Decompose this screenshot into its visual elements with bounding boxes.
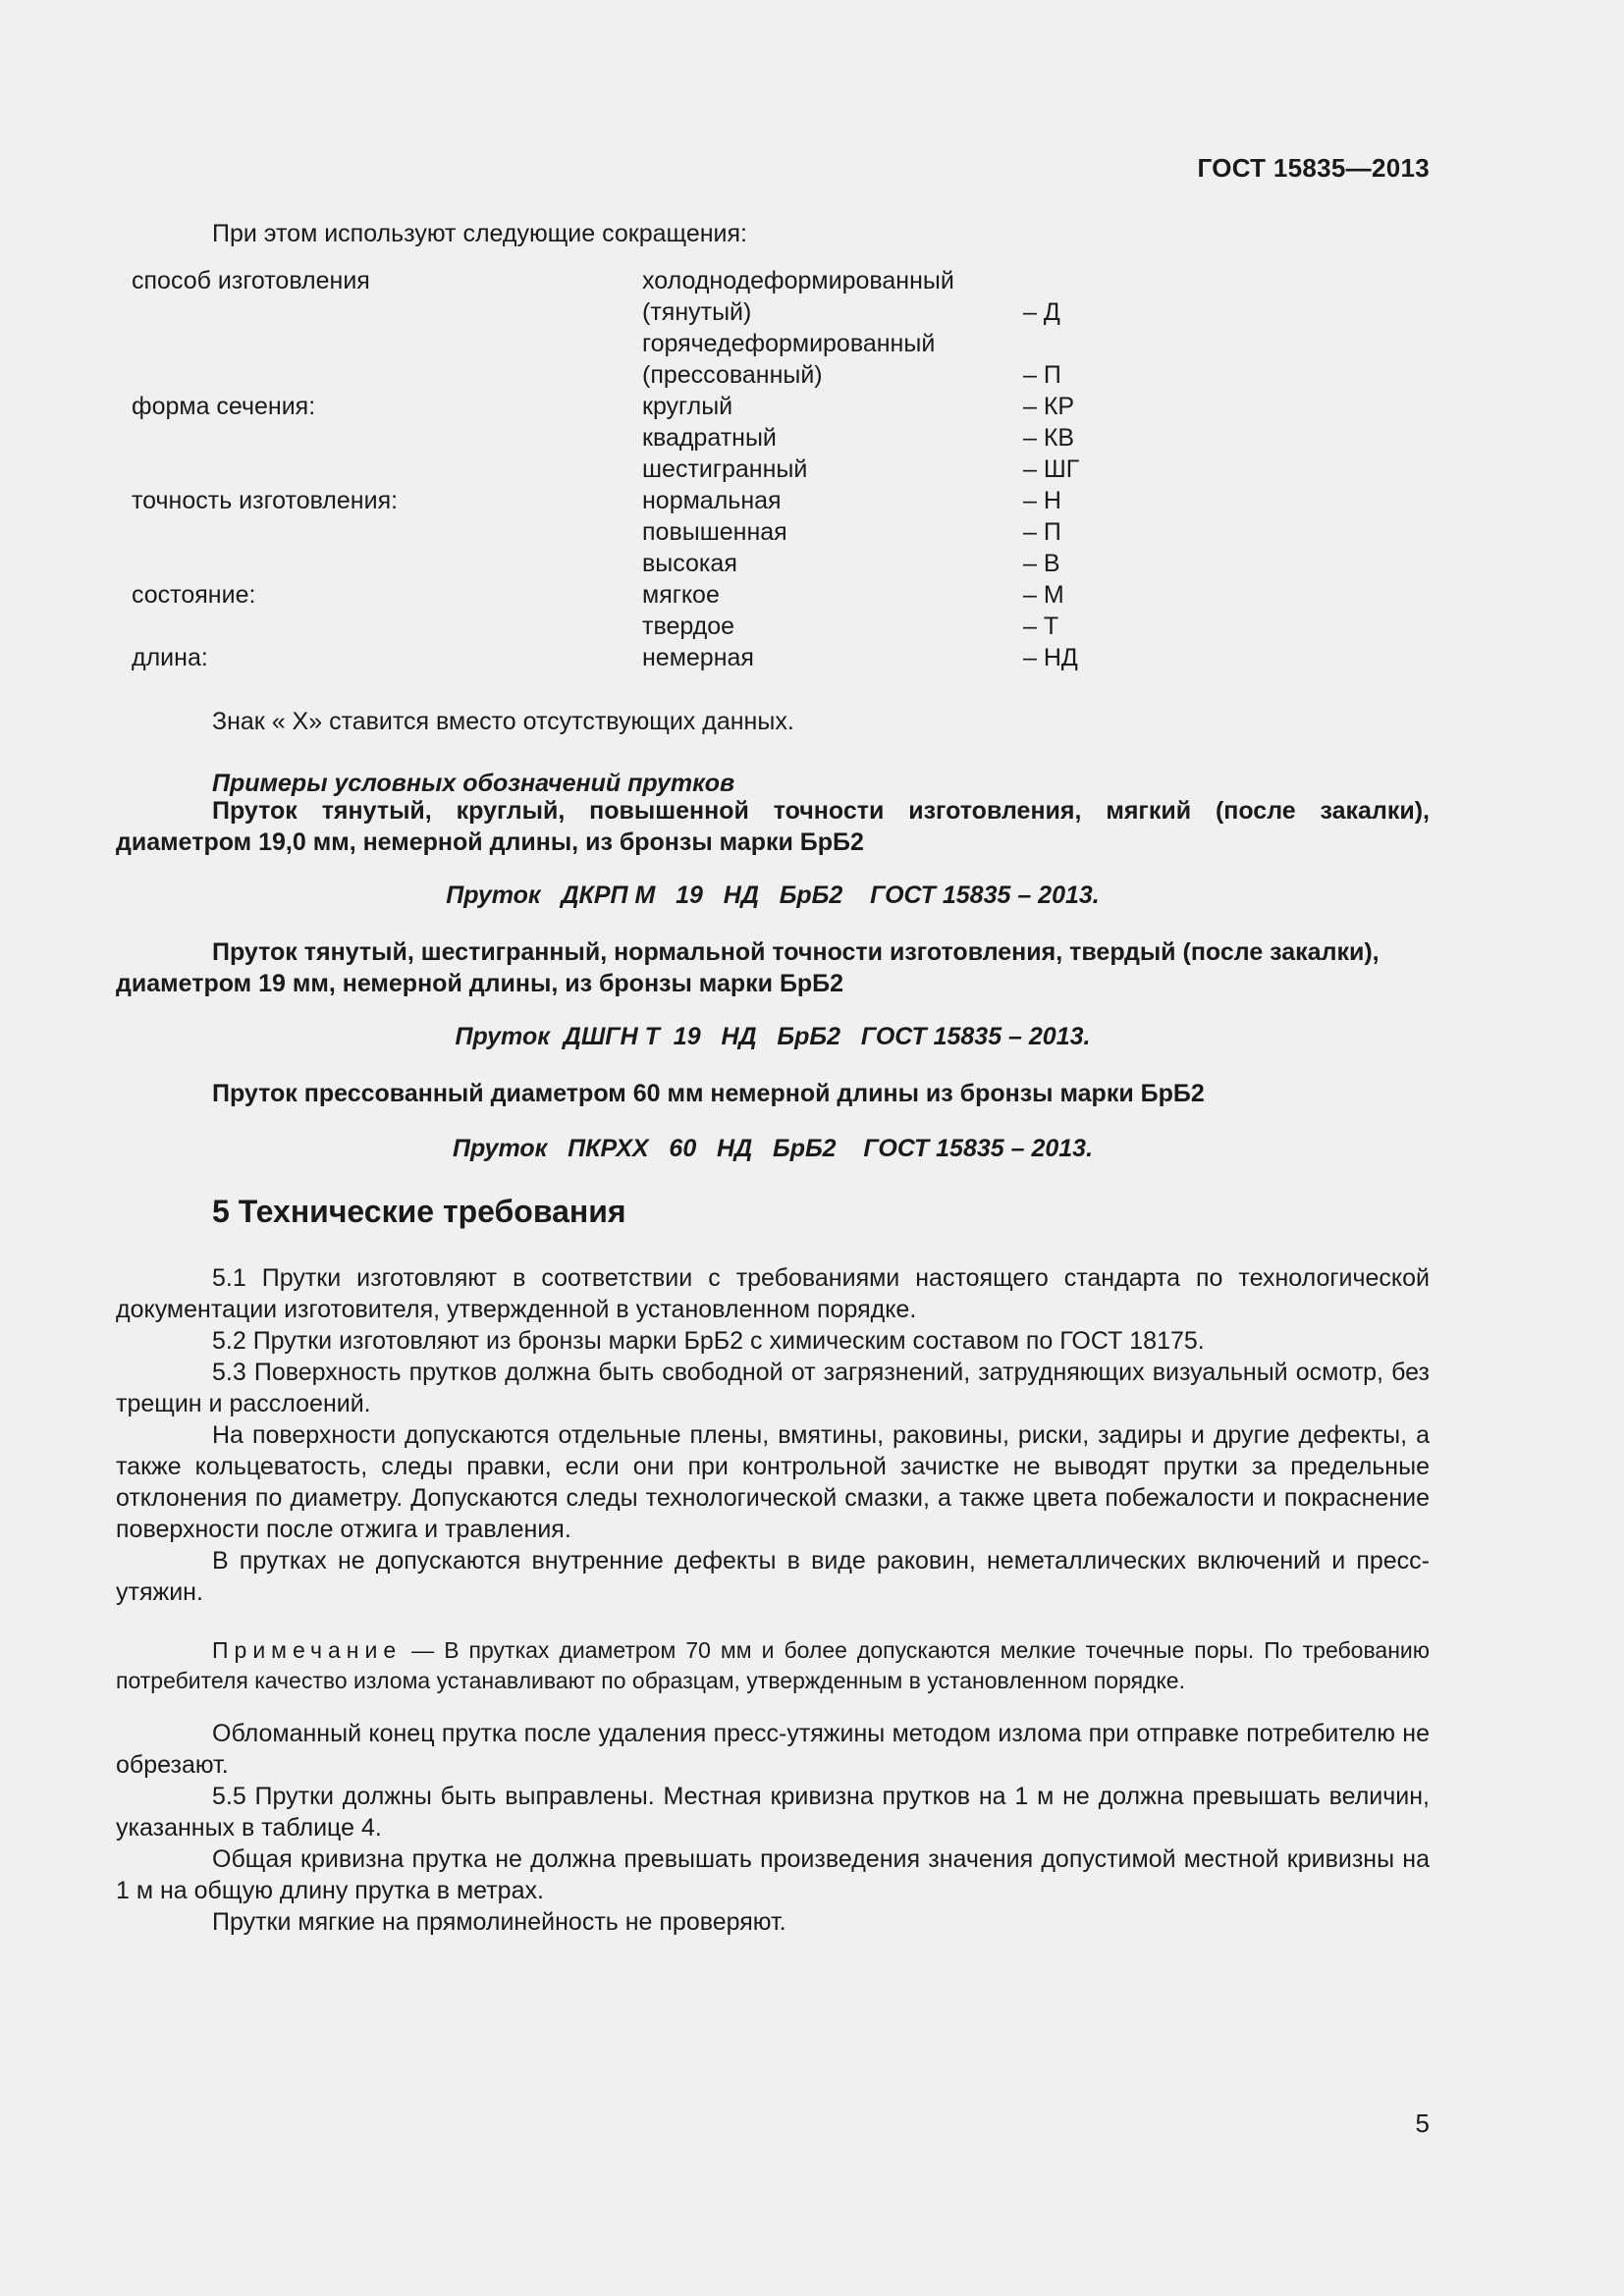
abbr-code: – ШГ <box>1023 455 1080 483</box>
abbr-code: – П <box>1023 361 1061 389</box>
example-1-code: Пруток ДКРП М 19 НД БрБ2 ГОСТ 15835 – 2013. <box>446 881 1100 909</box>
abbr-code: – Н <box>1023 487 1061 514</box>
abbr-category: состояние: <box>132 581 256 609</box>
note <box>116 1635 1430 1696</box>
abbr-category: точность изготовления: <box>132 487 399 514</box>
abbr-value: нормальная <box>642 487 782 514</box>
paragraph-5-2: 5.2 Прутки изготовляют из бронзы марки БрБ2 с химическим составом по ГОСТ 18175. <box>212 1327 1205 1355</box>
paragraph-surface-defects: На поверхности допускаются отдельные плены, вмятины, раковины, риски, задиры и другие дефекты, а также кольцеватость, следы правки, если они при контрольной зачистке не выводят прутки за предельные отклонения по диаметру. Допускаются следы технологической смазки, а также цвета побежалости и покраснение поверхности после отжига и травления. <box>116 1421 1430 1543</box>
paragraph-internal-defects: В прутках не допускаются внутренние дефекты в виде раковин, неметаллических включений и пресс-утяжин. <box>116 1547 1430 1606</box>
abbr-value: (тянутый) <box>642 298 752 326</box>
abbr-code: – НД <box>1023 644 1078 671</box>
abbr-category: форма сечения: <box>132 393 316 420</box>
abbr-value: мягкое <box>642 581 720 609</box>
abbr-value: горячедеформированный <box>642 330 936 357</box>
abbr-value: холоднодеформированный <box>642 267 954 294</box>
abbr-code: – М <box>1023 581 1064 609</box>
example-1-text: Пруток тянутый, круглый, повышенной точности изготовления, мягкий (после закалки), диаметром 19,0 мм, немерной длины, из бронзы марки БрБ2 <box>116 797 1430 856</box>
example-3-code: Пруток ПКРХХ 60 НД БрБ2 ГОСТ 15835 – 2013. <box>452 1135 1094 1162</box>
document-id: ГОСТ 15835—2013 <box>1197 153 1430 183</box>
paragraph-total-curvature: Общая кривизна прутка не должна превышать произведения значения допустимой местной кривизны на 1 м на общую длину прутка в метрах. <box>116 1845 1430 1904</box>
abbr-code: – П <box>1023 518 1061 546</box>
examples-title: Примеры условных обозначений прутков <box>212 770 735 797</box>
page-number: 5 <box>1415 2109 1430 2138</box>
paragraph-5-1: 5.1 Прутки изготовляют в соответствии с требованиями настоящего стандарта по технологической документации изготовителя, утвержденной в установленном порядке. <box>116 1264 1430 1323</box>
abbr-value: шестигранный <box>642 455 808 483</box>
abbr-value: твердое <box>642 613 735 640</box>
note-label: Примечание <box>212 1637 403 1663</box>
paragraph-5-3: 5.3 Поверхность прутков должна быть свободной от загрязнений, затрудняющих визуальный осмотр, без трещин и расслоений. <box>116 1359 1430 1417</box>
example-2-code: Пруток ДШГН Т 19 НД БрБ2 ГОСТ 15835 – 2013. <box>455 1023 1091 1050</box>
intro-text: При этом используют следующие сокращения: <box>212 220 747 247</box>
paragraph-5-5: 5.5 Прутки должны быть выправлены. Местная кривизна прутков на 1 м не должна превышать величин, указанных в таблице 4. <box>116 1783 1430 1842</box>
example-3-text: Пруток прессованный диаметром 60 мм немерной длины из бронзы марки БрБ2 <box>212 1080 1205 1107</box>
abbr-code: – КВ <box>1023 424 1075 452</box>
abbr-value: высокая <box>642 550 737 577</box>
abbr-value: повышенная <box>642 518 787 546</box>
paragraph-soft-bars: Прутки мягкие на прямолинейность не проверяют. <box>212 1908 786 1936</box>
abbr-value: (прессованный) <box>642 361 823 389</box>
abbr-code: – В <box>1023 550 1060 577</box>
abbr-category: длина: <box>132 644 208 671</box>
abbr-code: – Д <box>1023 298 1060 326</box>
abbr-value: круглый <box>642 393 733 420</box>
abbr-value: квадратный <box>642 424 777 452</box>
section-5-body <box>116 1262 1430 1608</box>
note-text: — В прутках диаметром 70 мм и более допускаются мелкие точечные поры. По требованию потребителя качество излома устанавливают по образцам, утвержденным в установленном порядке. <box>116 1637 1430 1693</box>
section-5-title: 5 Технические требования <box>212 1194 626 1229</box>
section-5-body-cont <box>116 1718 1430 1938</box>
abbr-code: – Т <box>1023 613 1059 640</box>
abbr-value: немерная <box>642 644 754 671</box>
example-2-text: Пруток тянутый, шестигранный, нормальной точности изготовления, твердый (после закалки), диаметром 19 мм, немерной длины, из бронзы марки БрБ2 <box>116 938 1380 997</box>
abbr-code: – КР <box>1023 393 1075 420</box>
abbr-category: способ изготовления <box>132 267 370 294</box>
paragraph-broken-end: Обломанный конец прутка после удаления пресс-утяжины методом излома при отправке потребителю не обрезают. <box>116 1720 1430 1779</box>
sign-note: Знак « Х» ставится вместо отсутствующих данных. <box>212 708 794 735</box>
